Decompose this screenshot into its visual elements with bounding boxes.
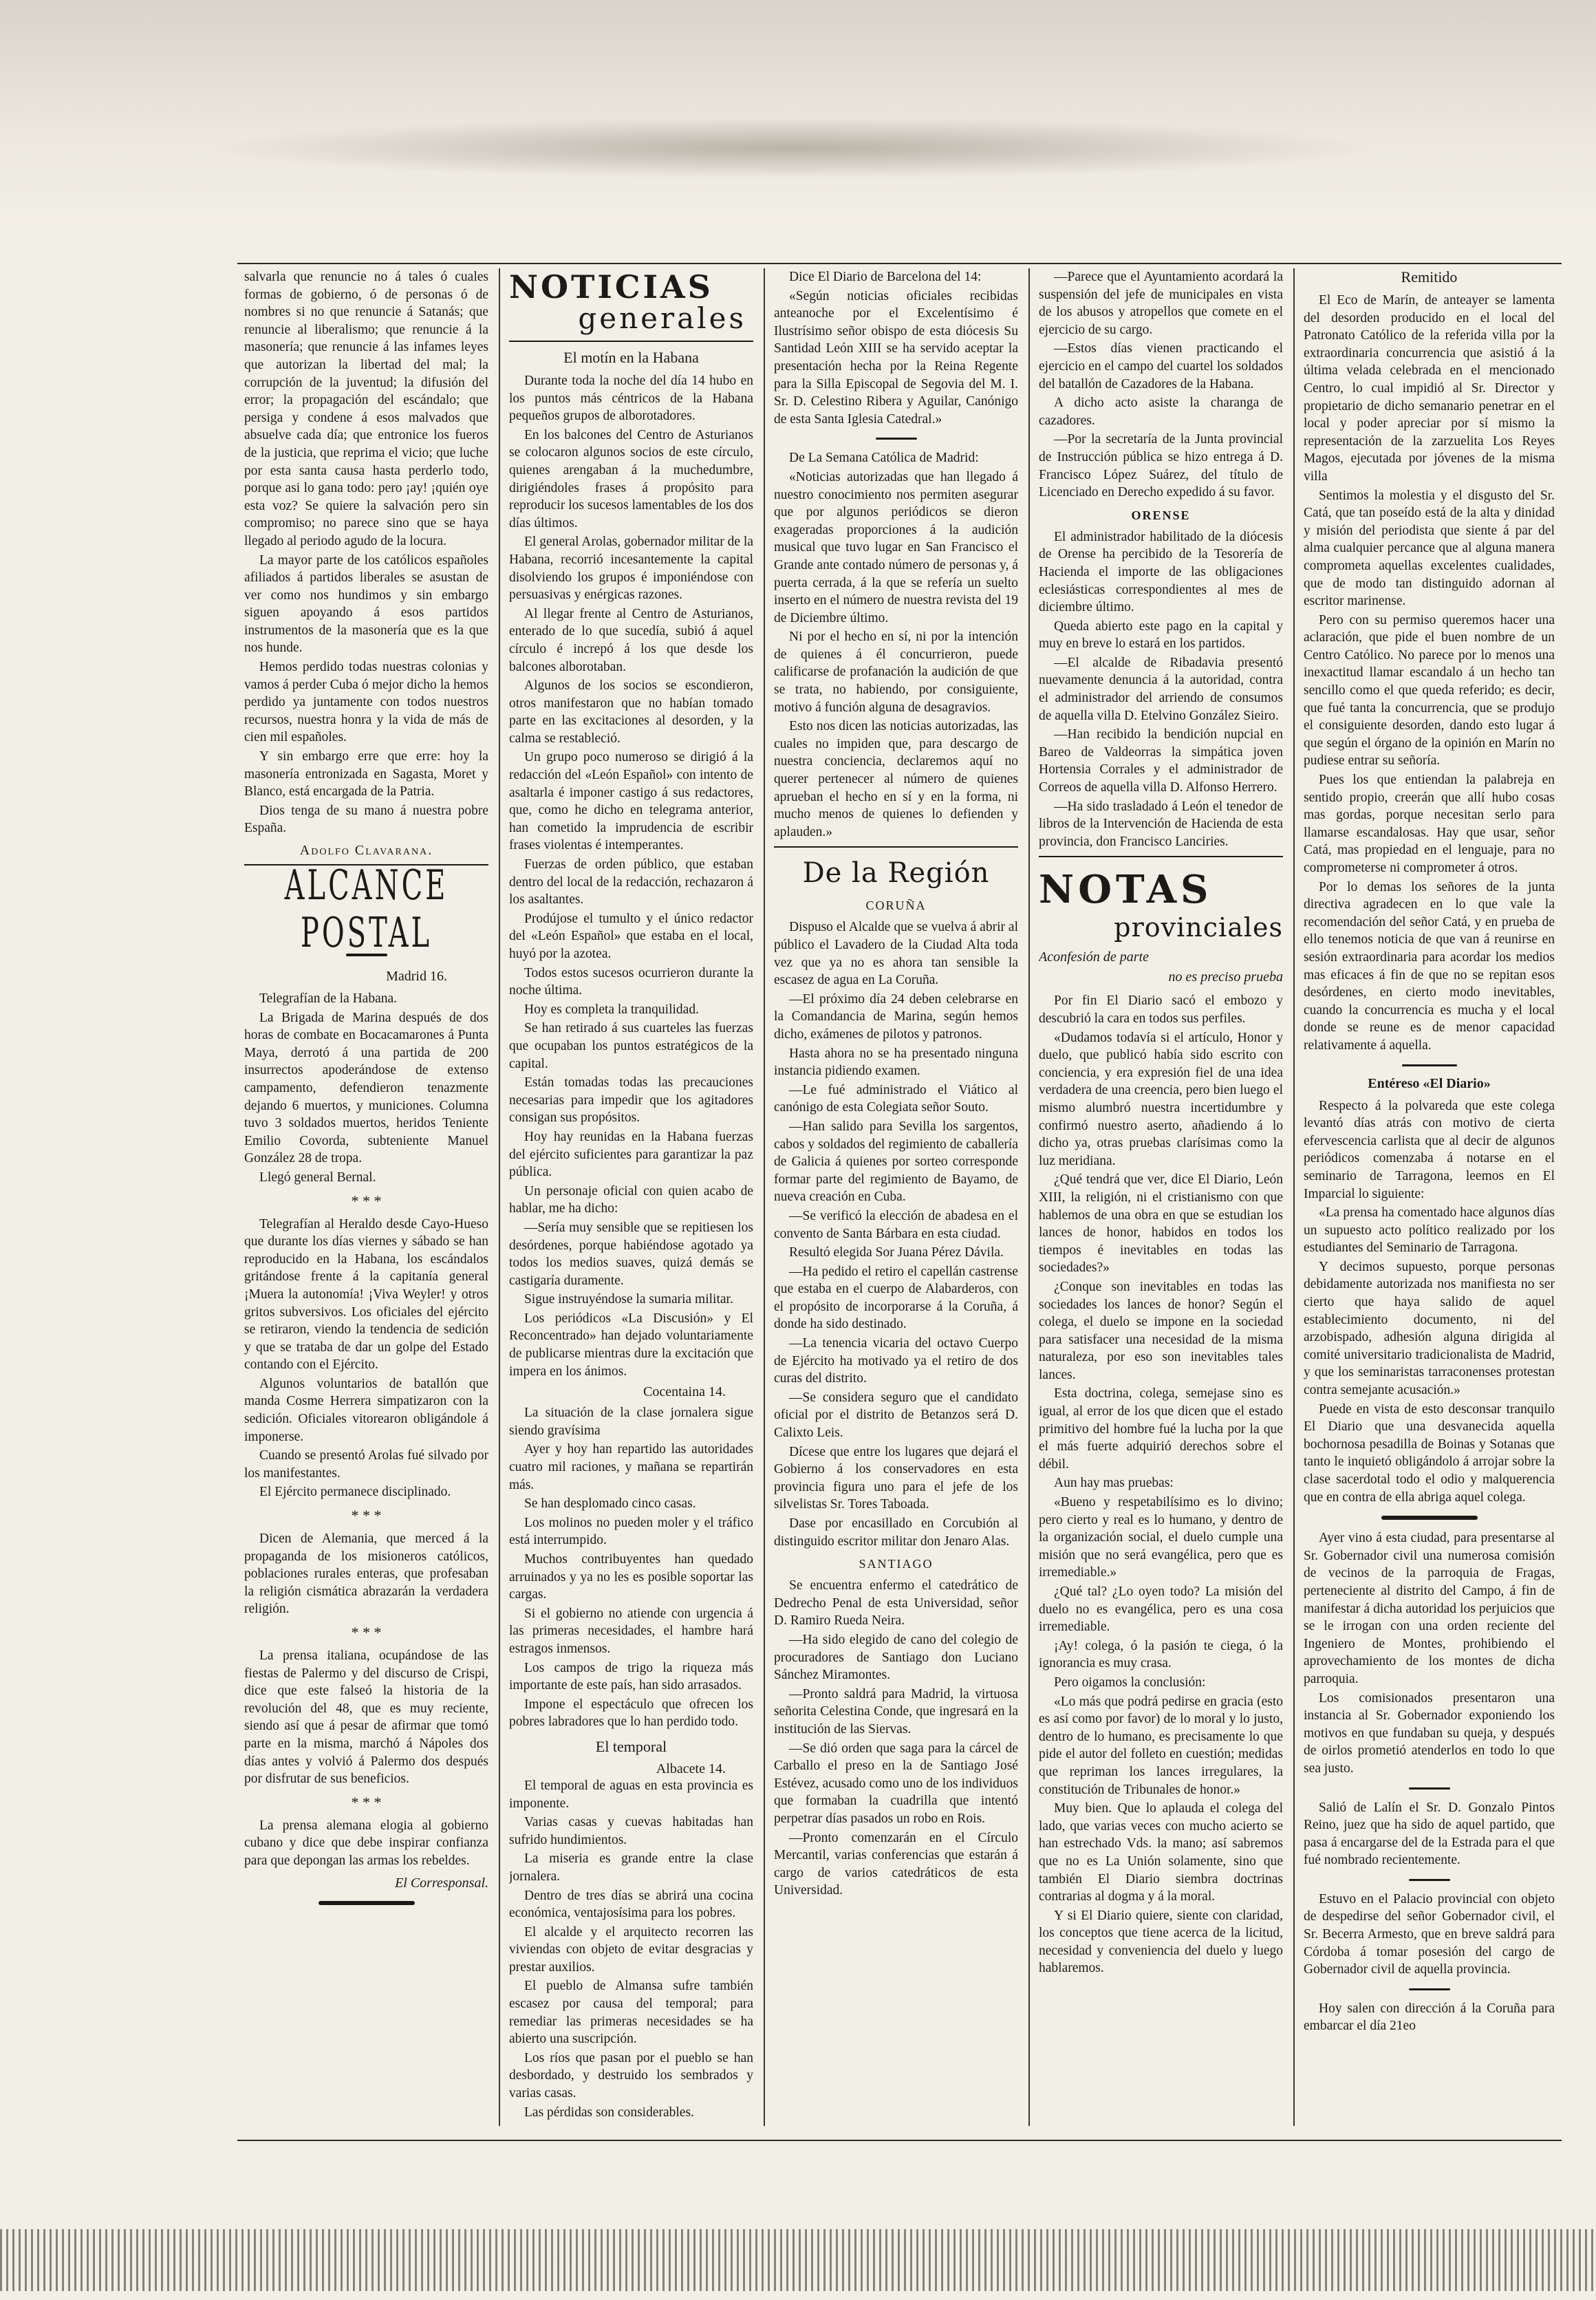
news-paragraph: El general Arolas, gobernador militar de la Habana, recorrió incesantemente la capital disolviendo los grupos é imponiéndose con persuasivas y enérgicas razones.	[509, 535, 753, 603]
news-paragraph: Esta doctrina, colega, semejase sino es igual, al error de los que dicen que el estado primitivo del hombre fué la lucha por la que el más fuerte adquirió derechos sobre el débil.	[1039, 1386, 1283, 1472]
news-paragraph: Los ríos que pasan por el pueblo se han desbordado, y destruido los sembrados y varias casas.	[509, 2050, 753, 2101]
divider	[1039, 856, 1283, 857]
news-paragraph: Los molinos no pueden moler y el tráfico está interrumpido.	[509, 1515, 753, 1548]
news-paragraph: —Ha pedido el retiro el capellán castrense que estaba en el cuerpo de Alabarderos, con el propósito de incorporarse á la Coruña, á donde ha sido destinado.	[774, 1264, 1018, 1332]
news-paragraph: Algunos de los socios se escondieron, otros manifestaron que no habían tomado parte en las excitaciones al desorden, y la calma se restableció.	[509, 678, 753, 746]
divider	[1409, 1879, 1450, 1881]
city-heading: SANTIAGO	[859, 1557, 934, 1571]
editorial-paragraph: Y sin embargo erre que erre: hoy la masonería entronizada en Sagasta, Moret y Blanco, está encargada de la Patria.	[244, 749, 488, 799]
divider	[774, 846, 1018, 848]
news-paragraph: Aun hay mas pruebas:	[1054, 1476, 1174, 1491]
generales-heading: generales	[578, 301, 746, 335]
editorial-paragraph: Hemos perdido todas nuestras colonias y vamos á perder Cuba ó mejor dicho la hemos perdido ya juntamente con todos nuestros recursos, nuestra honra y la vida de más de cien mil españoles.	[244, 660, 488, 745]
news-paragraph: Están tomadas todas las precauciones necesarias para impedir que los agitadores consigan sus propósitos.	[509, 1075, 753, 1126]
news-paragraph: Dispuso el Alcalde que se vuelva á abrir al público el Lavadero de la Ciudad Alta toda vez que ya no es ahora tan sensible la escasez de agua en La Coruña.	[774, 920, 1018, 988]
news-paragraph: Resultó elegida Sor Juana Pérez Dávila.	[789, 1245, 1004, 1260]
news-paragraph: Los periódicos «La Discusión» y El Reconcentrado» han dejado voluntariamente de publicarse mientras dure la excitación que impera en los ánimos.	[509, 1311, 753, 1379]
news-paragraph: —Le fué administrado el Viático al canónigo de esta Colegiata señor Souto.	[774, 1082, 1018, 1115]
section-title: El motín en la Habana	[563, 349, 699, 366]
region-heading: De la Región	[802, 857, 990, 890]
news-paragraph: Pero con su permiso queremos hacer una aclaración, que pide el buen nombre de un Centro Católico. No parece por lo menos una inexactitud llamar escandalo á un hecho tan sencillo como el que queda referido; es decir, que fué tanta la concurrencia, que se produjo el consiguiente desorden, dando esto lugar á que según el órgano de la opinión en Marín no pudiese entrar su señoría.	[1304, 612, 1555, 769]
stars-separator: * * *	[351, 1507, 382, 1525]
news-paragraph: «Bueno y respetabilísimo es lo divino; pero cierto y real es lo humano, y dentro de la organización social, el duelo cumple una misión que no será evangélica, pero que es irremediable.»	[1039, 1495, 1283, 1580]
news-paragraph: Prodújose el tumulto y el único redactor del «León Español» que estaba en el local, huyó por la azotea.	[509, 911, 753, 961]
news-paragraph: «Según noticias oficiales recibidas anteanoche por el Excelentísimo é Ilustrísimo señor obispo de esta diócesis Su Santidad León XIII se ha servido aceptar la presentación hecha por la Reina Regente para la Silla Episcopal de Segovia del M. I. Sr. D. Celestino Ribera y Aguilar, Canónigo de esta Santa Iglesia Catedral.»	[774, 288, 1018, 427]
divider	[1402, 1064, 1457, 1066]
news-paragraph: —Pronto comenzarán en el Círculo Mercantil, varias conferencias que estarán á cargo de varios catedráticos de esta Universidad.	[774, 1830, 1018, 1898]
editorial-paragraph: salvarla que renuncie no á tales ó cuales formas de gobierno, ó de personas ó de nombres si no que renuncie á Satanás; que renuncie al liberalismo; que renuncie á la masonería; que renuncie á las infames leyes que autorizan la libertad del mal; la corrupción de la juventud; la difusión del error; la propagación del escándalo; que persiga y condene á esos malvados que absuelve cada día; que entronice los fueros de la justicia, que reprima el vicio; que luche por esta santa causa hasta perderlo todo, porque asi lo gana todo: pero ¡ay! ¡quién oye esta voz? Se quiere la salvación pero sin compromiso; no parece sino que se haya llegado al periodo agudo de la locura.	[244, 270, 488, 548]
news-paragraph: ¿Qué tendrá que ver, dice El Diario, León XIII, la religión, ni el cristianismo con que hablemos de una obra en que se estudian los lances de honor, habidos en todos los tiempos é inevitables en todas las sociedades?»	[1039, 1172, 1283, 1276]
section-title: El temporal	[595, 1737, 667, 1755]
news-paragraph: Cuando se presentó Arolas fué silvado por los manifestantes.	[244, 1448, 488, 1481]
column-3	[774, 268, 1018, 2140]
news-paragraph: Un personaje oficial con quien acabo de hablar, me ha dicho:	[509, 1183, 753, 1216]
news-paragraph: —Ha sido elegido de cano del colegio de procuradores de Santiago don Luciano Sánchez Miramontes.	[774, 1632, 1018, 1683]
column-2	[509, 268, 753, 2140]
news-paragraph: —Han recibido la bendición nupcial en Bareo de Valdeorras la simpática joven Hortensia Corrales y el administrador de Correos de aquella villa D. Alfonso Herrero.	[1039, 727, 1283, 795]
news-paragraph: Ayer y hoy han repartido las autoridades cuatro mil raciones, y mañana se repartirán más.	[509, 1442, 753, 1492]
news-paragraph: «Lo más que podrá pedirse en gracia (esto es así como por favor) de lo moral y lo justo, dentro de lo humano, es precisamente lo que pide el autor del folleto en cuestión; medidas que repriman los lances irregulares, la constitución de Tribunales de honor.»	[1039, 1694, 1283, 1797]
news-paragraph: Y si El Diario quiere, siente con claridad, los conceptos que tiene acerca de la licitud, necesidad y conveniencia del duelo y luego hablaremos.	[1039, 1908, 1283, 1976]
dateline: Madrid 16.	[386, 969, 447, 984]
news-paragraph: Dice El Diario de Barcelona del 14:	[789, 270, 982, 284]
column-rule	[1293, 268, 1295, 2126]
page-bottom-rule	[237, 2140, 1562, 2141]
column-rule	[499, 268, 500, 2126]
article-subtitle: no es preciso prueba	[1168, 969, 1283, 985]
news-paragraph: —La tenencia vicaria del octavo Cuerpo de Ejército ha motivado ya el retiro de dos curas del distrito.	[774, 1336, 1018, 1386]
news-paragraph: Todos estos sucesos ocurrieron durante la noche última.	[509, 965, 753, 998]
city-heading: ORENSE	[1131, 508, 1191, 522]
column-1	[244, 268, 488, 2140]
divider	[1409, 1787, 1450, 1790]
news-paragraph: Varias casas y cuevas habitadas han sufrido hundimientos.	[509, 1815, 753, 1847]
news-paragraph: Los campos de trigo la riqueza más importante de este país, han sido arrasados.	[509, 1660, 753, 1693]
news-paragraph: —El próximo día 24 deben celebrarse en la Comandancia de Marina, según hemos dicho, exámenes de pilotos y patronos.	[774, 991, 1018, 1042]
news-paragraph: Los comisionados presentaron una instancia al Sr. Gobernador exponiendo los motivos en que fundaban su queja, y después de oirlos prometió atenderlos en todo lo que sea justo.	[1304, 1690, 1555, 1776]
news-paragraph: La miseria es grande entre la clase jornalera.	[509, 1851, 753, 1884]
news-paragraph: Llegó general Bernal.	[259, 1170, 376, 1185]
news-paragraph: Telegrafían al Heraldo desde Cayo-Hueso que durante los días viernes y sábado se han reproducido en la Habana, los escándalos gritándose frente á la capitanía general ¡Muera la autonomía! ¡Viva Weyler! y otros gritos subversivos. Los oficiales del ejército se retiraron, viendo la tendencia de sedición y que se trataba de dar un golpe del Estado contando con el Ejército.	[244, 1216, 488, 1373]
news-paragraph: El temporal de aguas en esta provincia es imponente.	[509, 1778, 753, 1811]
news-paragraph: Salió de Lalín el Sr. D. Gonzalo Pintos Reino, juez que ha sido de aquel partido, que pasa á encargarse del de la Estrada para el que fué nombrado recientemente.	[1304, 1800, 1555, 1868]
news-paragraph: Dase por encasillado en Corcubión al distinguido escritor militar don Jenaro Alas.	[774, 1516, 1018, 1549]
news-paragraph: Dentro de tres días se abrirá una cocina económica, ventajosísima para los pobres.	[509, 1888, 753, 1921]
page-top-rule	[237, 263, 1562, 264]
news-paragraph: La prensa italiana, ocupándose de las fiestas de Palermo y del discurso de Crispi, dice que este falseó la historia de la revolución del 48, que es muy reciente, siendo así que á pesar de afirmar que tomó parte en la misma, marchó á Nápoles dos días antes y volvió á Palermo dos después por disfrutar de sus beneficios.	[244, 1648, 488, 1787]
correspondent-signature: El Corresponsal.	[395, 1875, 488, 1891]
news-paragraph: —Pronto saldrá para Madrid, la virtuosa señorita Celestina Conde, que ingresará en la institución de las Siervas.	[774, 1686, 1018, 1737]
news-paragraph: Esto nos dicen las noticias autorizadas, las cuales no impiden que, para descargo de nuestra conciencia, declaremos aquí no querer pertenecer al número de quienes aprueban el hecho en sí y en la forma, ni mucho menos de quienes lo defienden y aplauden.»	[774, 719, 1018, 839]
noticias-heading: NOTICIAS	[509, 268, 713, 305]
notas-heading: NOTAS	[1039, 867, 1213, 913]
dateline: Albacete 14.	[656, 1761, 726, 1776]
news-paragraph: A dicho acto asiste la charanga de cazadores.	[1039, 396, 1283, 428]
news-paragraph: Algunos voluntarios de batallón que manda Cosme Herrera simpatizaron con la sedición. Oficiales vitorearon obligándole á imponerse.	[244, 1376, 488, 1444]
scan-header-noise	[0, 0, 1596, 227]
news-paragraph: De La Semana Católica de Madrid:	[789, 451, 979, 466]
news-paragraph: «La prensa ha comentado hace algunos días un supuesto acto político realizado por los estudiantes del Seminario de Tarragona.	[1304, 1205, 1555, 1256]
news-paragraph: Sigue instruyéndose la sumaria militar.	[524, 1292, 733, 1307]
news-paragraph: Y decimos supuesto, porque personas debidamente autorizada nos manifiesta no ser cierto que haya salido de aquel establecimiento documento, ni del arzobispado, adhesión alguna dirigida al comité universitario tradicionalista de Madrid, y que los seminaristas tarraconenses protestan contra semejante acusación.»	[1304, 1259, 1555, 1398]
news-paragraph: ¿Conque son inevitables en todas las sociedades los lances de honor? Según el colega, el duelo se impone en la sociedad para satisfacer una necesidad de la misma naturaleza, por eso son inevitables tales lances.	[1039, 1279, 1283, 1382]
news-paragraph: En los balcones del Centro de Asturianos se colocaron algunos socios de este círculo, quienes arengaban á la muchedumbre, dirigiéndoles frases á propósito para reproducir los sucesos lamentables de los dos días últimos.	[509, 427, 753, 530]
column-4	[1039, 268, 1283, 2140]
alcance-postal-title: ALCANCE POSTAL	[284, 862, 449, 957]
news-paragraph: El Ejército permanece disciplinado.	[259, 1485, 451, 1500]
stars-separator: * * *	[351, 1192, 382, 1210]
column-rule	[1028, 268, 1030, 2126]
news-paragraph: —Se dió orden que saga para la cárcel de Carballo el preso en la de Santiago José Estévez, acusado como uno de los individuos que formaban la cuadrilla que intentó perpetrar días pasados un robo en Rois.	[774, 1741, 1018, 1826]
news-paragraph: La situación de la clase jornalera sigue siendo gravísima	[509, 1406, 753, 1438]
news-paragraph: El alcalde y el arquitecto recorren las viviendas con objeto de evitar desgracias y prestar auxilios.	[509, 1924, 753, 1975]
stars-separator: * * *	[351, 1793, 382, 1811]
news-paragraph: —Parece que el Ayuntamiento acordará la suspensión del jefe de municipales en vista de los abusos y atropellos que comete en el ejercicio de su cargo.	[1039, 270, 1283, 337]
news-paragraph: Queda abierto este pago en la capital y muy en breve lo estará en los partidos.	[1039, 619, 1283, 652]
news-paragraph: La Brigada de Marina después de dos horas de combate en Bocacamarones á Punta Maya, derrotó á una partida de 200 insurrectos apoderándose de extenso campamento, defendieron tenazmente dejando 6 muertos, y municiones. Columna tuvo 3 soldados muertos, heridos Teniente Emilio Covorda, subteniente Manuel González 28 de tropa.	[244, 1010, 488, 1166]
column-5	[1304, 268, 1555, 2140]
news-paragraph: La prensa alemana elogia al gobierno cubano y dice que debe inspirar confianza para que depongan las armas los rebeldes.	[244, 1818, 488, 1868]
news-paragraph: Pues los que entiendan la palabreja en sentido propio, creerán que allí hubo cosas mas gordas, porque necesitan serlo para llamarse escandalosas. Hay que usar, señor Catá, mas propiedad en el lenguaje, para no comprometerse ni comprometer á otros.	[1304, 773, 1555, 875]
news-paragraph: Estuvo en el Palacio provincial con objeto de despedirse del señor Gobernador civil, el Sr. Becerra Armesto, que en breve saldrá para Córdoba á tomar posesión del cargo de Gobernador civil de aquella provincia.	[1304, 1891, 1555, 1977]
news-paragraph: Hasta ahora no se ha presentado ninguna instancia pidiendo examen.	[774, 1046, 1018, 1079]
provinciales-heading: provinciales	[1114, 912, 1283, 943]
news-paragraph: Durante toda la noche del día 14 hubo en los puntos más céntricos de la Habana pequeños grupos de alborotadores.	[509, 374, 753, 424]
news-paragraph: —Estos días vienen practicando el ejercicio en el campo del cuartel los soldados del batallón de Cazadores de la Habana.	[1039, 341, 1283, 391]
news-paragraph: Hoy salen con dirección á la Coruña para embarcar el día 21eo	[1304, 2001, 1555, 2034]
dateline: Cocentaina 14.	[643, 1384, 726, 1400]
news-paragraph: Muchos contribuyentes han quedado arruinados y ya no les es posible soportar las cargas.	[509, 1552, 753, 1602]
news-paragraph: —El alcalde de Ribadavia presentó nuevamente denuncia á la autoridad, contra el administrador del arriendo de consumos de aquella villa D. Etelvino González Sieiro.	[1039, 655, 1283, 723]
news-paragraph: Se han retirado á sus cuarteles las fuerzas que ocupaban los puntos estratégicos de la capital.	[509, 1021, 753, 1071]
news-paragraph: Dícese que entre los lugares que dejará el Gobierno á los conservadores en esta provincia figura uno para el jefe de los silvelistas Sr. Tores Taboada.	[774, 1444, 1018, 1512]
scan-bottom-edge	[0, 2229, 1596, 2291]
ornament	[1381, 1516, 1478, 1520]
news-paragraph: «Dudamos todavía si el artículo, Honor y duelo, que publicó había sido escrito con conciencia, y era expresión fiel de una idea verdadera de una creencia, pero bien luego el mismo alumbró nuestra incertidumbre y confirmó nuestro aserto, añadiendo á lo dicho ya, otras pruebas clarísimas como la luz meridiana.	[1039, 1030, 1283, 1168]
divider	[1409, 1988, 1450, 1990]
news-paragraph: Dicen de Alemania, que merced á la propaganda de los misioneros católicos, poblaciones rurales enteras, que profesaban la religión cismática abrazarán la verdadera religión.	[244, 1531, 488, 1617]
section-title: Entéreso «El Diario»	[1368, 1075, 1491, 1091]
news-paragraph: —Han salido para Sevilla los sargentos, cabos y soldados del regimiento de caballería de Galicia á quienes por sorteo corresponde formar parte del regimiento de Bayamo, de nueva creación en Cuba.	[774, 1119, 1018, 1205]
ornament	[319, 1901, 415, 1905]
news-paragraph: Ni por el hecho en sí, ni por la intención de quienes á él concurrieron, puede calificarse de profanación la audición de que se trata, no habiendo, por consiguiente, motivo á función alguna de desagravios.	[774, 630, 1018, 715]
news-paragraph: Se encuentra enfermo el catedrático de Dedrecho Penal de esta Universidad, señor D. Ramiro Rueda Neira.	[774, 1578, 1018, 1629]
news-paragraph: Hoy hay reunidas en la Habana fuerzas del ejército suficientes para garantizar la paz pública.	[509, 1129, 753, 1180]
news-paragraph: Por lo demas los señores de la junta directiva agradecen en lo que vale la recomendación del señor Catá, y en prueba de ello tenemos noticia de que van á reunirse en sesión extraordinaria para acordar los medios mas eficaces á fin de que no se repitan esos desórdenes, en cierto modo inevitables, cuando la concurrencia es mucha y el local donde se reune es de menor capacidad relativamente á aquella.	[1304, 879, 1555, 1053]
stars-separator: * * *	[351, 1624, 382, 1641]
news-paragraph: Se han desplomado cinco casas.	[524, 1496, 696, 1512]
editorial-signature: Adolfo Clavarana.	[299, 843, 433, 858]
news-paragraph: —Ha sido trasladado á León el tenedor de libros de la Intervención de Hacienda de esta provincia, don Francisco Lanciries.	[1039, 799, 1283, 849]
divider	[876, 438, 917, 440]
article-subtitle: Aconfesión de parte	[1039, 949, 1149, 965]
divider	[509, 341, 753, 342]
column-rule	[764, 268, 765, 2126]
news-paragraph: —Sería muy sensible que se repitiesen los desórdenes, porque habiéndose agotado ya todos los medios suaves, quizá demás se castigaría duramente.	[509, 1220, 753, 1288]
news-paragraph: Las pérdidas son considerables.	[524, 2105, 694, 2120]
news-paragraph: El administrador habilitado de la diócesis de Orense ha percibido de la Tesorería de Hacienda el importe de las obligaciones eclesiásticas correspondientes al mes de diciembre último.	[1039, 529, 1283, 615]
news-paragraph: Telegrafían de la Habana.	[259, 991, 398, 1006]
news-paragraph: Fuerzas de orden público, que estaban dentro del local de la redacción, rechazaron á los asaltantes.	[509, 857, 753, 907]
scan-smudge	[206, 117, 1376, 179]
news-paragraph: Sentimos la molestia y el disgusto del Sr. Catá, que tan poseído está de la alta y dinidad y misión del periodista que siente á par del alma cualquier percance que al alguna manera comprometa aquellas excelentes cualidades, que de modo tan distinguido adornan al escritor marinense.	[1304, 488, 1555, 609]
section-title: Remitido	[1401, 268, 1458, 286]
news-paragraph: Pero oigamos la conclusión:	[1054, 1675, 1206, 1690]
news-paragraph: Impone el espectáculo que ofrecen los pobres labradores que lo han perdido todo.	[509, 1697, 753, 1730]
news-paragraph: Hoy es completa la tranquilidad.	[524, 1002, 699, 1017]
newspaper-page	[244, 268, 1555, 2140]
editorial-paragraph: La mayor parte de los católicos españoles afiliados á partidos liberales se asustan de ver como nos hundimos y sin embargo siguen apoyando á esos partidos instrumentos de la masonería que es la que nos hunde.	[244, 552, 488, 656]
news-paragraph: Un grupo poco numeroso se dirigió á la redacción del «León Español» con intento de asaltarla é imponer castigo á sus redactores, que, como he dicho en telegrama anterior, han cometido la imprudencia de escribir frases violentas é intemperantes.	[509, 750, 753, 853]
news-paragraph: ¡Ay! colega, ó la pasión te ciega, ó la ignorancia es muy crasa.	[1039, 1638, 1283, 1671]
news-paragraph: El Eco de Marín, de anteayer se lamenta del desorden producido en el local del Patronato Católico de la referida villa por la extraordinaria concurrencia que asistió á la última velada celebrada en el mencionado Centro, lo cual impidió al Sr. Director y propietario de dicho semanario penetrar en el local y poder apreciar por sí mismo la representación de la zarzuelita Los Reyes Magos, ejecutada por jóvenes de la misma villa	[1304, 293, 1555, 484]
news-paragraph: Ayer vino á esta ciudad, para presentarse al Sr. Gobernador civil una numerosa comisión de vecinos de la parroquia de Fragas, perteneciente al distrito del Campo, á fin de manifestar á dicha autoridad los perjuicios que se le irrogan con una orden reciente del Ingeniero de Montes, prohibiendo el aprovechamiento de los montes de dicha parroquia.	[1304, 1531, 1555, 1686]
news-paragraph: —Se verificó la elección de abadesa en el convento de Santa Bárbara en esta ciudad.	[774, 1208, 1018, 1241]
news-paragraph: Muy bien. Que lo aplauda el colega del lado, que varias veces con mucho acierto se han estrechado Vds. la mano; así sabremos que no es La Unión solamente, sino que también El Diario siembra doctrinas contrarias al dogma y á la moral.	[1039, 1801, 1283, 1904]
news-paragraph: «Noticias autorizadas que han llegado á nuestro conocimiento nos permiten asegurar que por algunos periódicos se dieron exageradas proporciones á la audición musical que tuvo lugar en San Francisco el Grande ante contado número de personas y, á puerta cerrada, á la que se refería un suelto inserto en el número de nuestra revista del 19 de Diciembre último.	[774, 469, 1018, 625]
news-paragraph: —Se considera seguro que el candidato oficial por el distrito de Betanzos será D. Calixto Leis.	[774, 1390, 1018, 1441]
news-paragraph: Al llegar frente al Centro de Asturianos, enterado de lo que sucedía, subió á aquel círculo é increpó á los que desde los balcones alborotaban.	[509, 606, 753, 674]
news-paragraph: ¿Qué tal? ¿Lo oyen todo? La misión del duelo no es evangélica, pero es una cosa irremediable.	[1039, 1584, 1283, 1635]
news-paragraph: Puede en vista de esto desconsar tranquilo El Diario que una desvanecida aquella bochornosa pesadilla de Boinas y Sotanas que tanto le inquietó obligándolo á arrojar sobre la clase sacerdotal todo el odio y malquerencia que en contra de ella abriga aquel colega.	[1304, 1401, 1555, 1505]
news-paragraph: El pueblo de Almansa sufre también escasez por causa del temporal; para remediar las primeras necesidades se ha abierto una suscripción.	[509, 1979, 753, 2047]
city-heading: CORUÑA	[865, 899, 927, 913]
news-paragraph: Respecto á la polvareda que este colega levantó días atrás con motivo de cierta efervescencia carlista que al decir de algunos periódicos comenzaba á notarse en el seminario de Tarragona, leemos en El Imparcial lo siguiente:	[1304, 1098, 1555, 1201]
news-paragraph: Si el gobierno no atiende con urgencia á las primeras necesidades, el hambre hará estragos inmensos.	[509, 1606, 753, 1656]
news-paragraph: Por fin El Diario sacó el embozo y descubrió la cara en todos sus perfiles.	[1039, 993, 1283, 1026]
news-paragraph: —Por la secretaría de la Junta provincial de Instrucción pública se hizo entrega á D. Francisco López Suárez, del título de Licenciado en Derecho expedido á su favor.	[1039, 432, 1283, 500]
editorial-paragraph: Dios tenga de su mano á nuestra pobre España.	[244, 803, 488, 836]
